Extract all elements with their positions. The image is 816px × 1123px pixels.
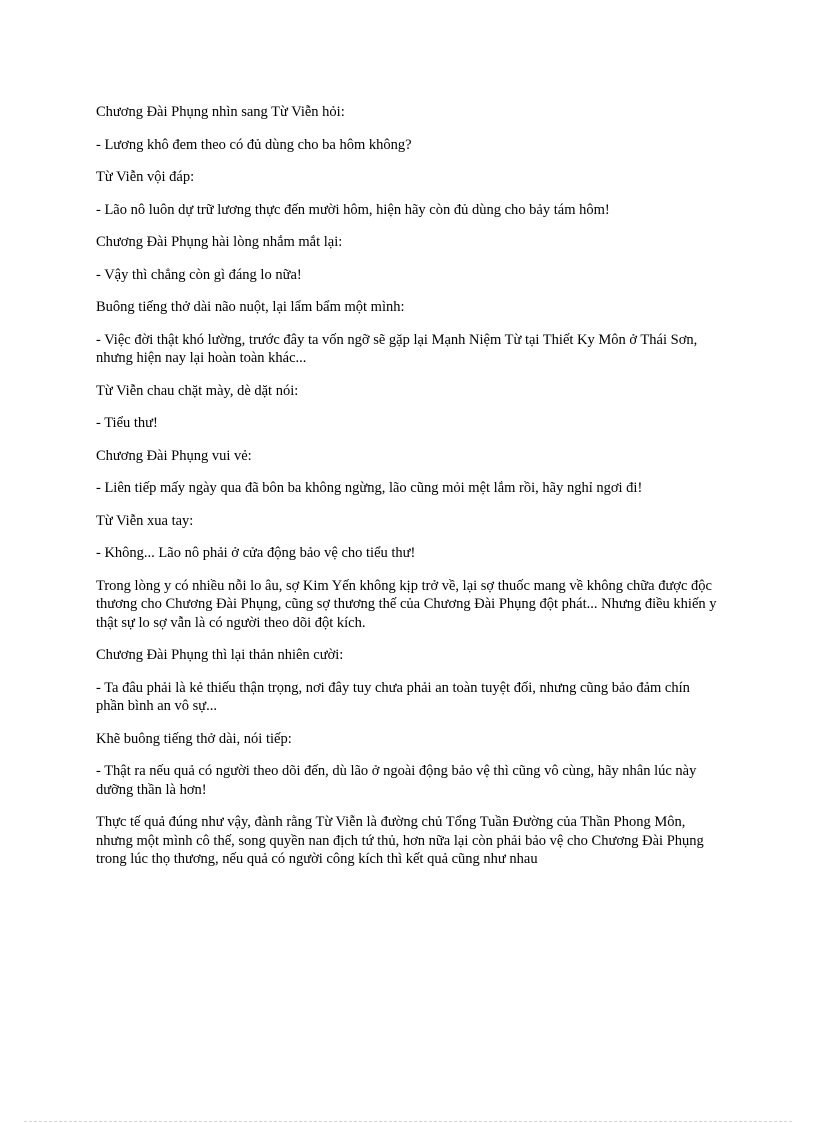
paragraph: Chương Đài Phụng thì lại thản nhiên cười:	[96, 647, 344, 663]
paragraph: Buông tiếng thở dài não nuột, lại lẩm bẩm một mình:	[96, 299, 405, 315]
paragraph: Chương Đài Phụng hài lòng nhắm mắt lại:	[96, 234, 343, 250]
document-body	[96, 103, 721, 883]
paragraph: - Ta đâu phải là kẻ thiếu thận trọng, nơi đây tuy chưa phải an toàn tuyệt đối, nhưng cũng bảo đảm chín phần bình an vô sự...	[96, 679, 690, 714]
paragraph: - Liên tiếp mấy ngày qua đã bôn ba không ngừng, lão cũng mỏi mệt lắm rồi, hãy nghỉ ngơi đi!	[96, 480, 643, 496]
paragraph: Khẽ buông tiếng thở dài, nói tiếp:	[96, 730, 292, 747]
paragraph: - Tiểu thư!	[96, 415, 158, 431]
paragraph: Trong lòng y có nhiều nỗi lo âu, sợ Kim Yến không kịp trở về, lại sợ thuốc mang về không chữa được độc thương cho Chương Đài Phụng, cũng sợ thương thế của Chương Đài Phụng đột phát... Nhưng điều khiến y thật sự lo sợ vẫn là có người theo dõi đột kích.	[96, 577, 717, 631]
paragraph: - Lương khô đem theo có đủ dùng cho ba hôm không?	[96, 136, 412, 153]
paragraph: - Không... Lão nô phải ở cửa động bảo vệ cho tiểu thư!	[96, 545, 416, 561]
page-bottom-divider	[24, 1121, 792, 1122]
paragraph: - Lão nô luôn dự trữ lương thực đến mười hôm, hiện hãy còn đủ dùng cho bảy tám hôm!	[96, 201, 610, 218]
paragraph: Chương Đài Phụng vui vẻ:	[96, 447, 252, 464]
paragraph: Từ Viễn xua tay:	[96, 512, 194, 529]
paragraph: - Vậy thì chẳng còn gì đáng lo nữa!	[96, 266, 302, 283]
paragraph: Từ Viễn vội đáp:	[96, 169, 195, 185]
paragraph: - Việc đời thật khó lường, trước đây ta vốn ngỡ sẽ gặp lại Mạnh Niệm Từ tại Thiết Ky Môn ở Thái Sơn, nhưng hiện nay lại hoàn toàn khác...	[96, 331, 698, 366]
paragraph: Thực tế quả đúng như vậy, đành rằng Từ Viễn là đường chủ Tổng Tuần Đường của Thần Phong Môn, nhưng một mình cô thế, song quyền nan địch tứ thủ, hơn nữa lại còn phải bảo vệ cho Chương Đài Phụng trong lúc thọ thương, nếu quả có người công kích thì kết quả cũng như nhau	[96, 814, 704, 867]
paragraph: Từ Viễn chau chặt mày, dè dặt nói:	[96, 382, 299, 399]
paragraph: Chương Đài Phụng nhìn sang Từ Viễn hỏi:	[96, 104, 345, 120]
paragraph: - Thật ra nếu quả có người theo dõi đến, dù lão ở ngoài động bảo vệ thì cũng vô cùng, hãy nhân lúc này dưỡng thần là hơn!	[96, 763, 697, 798]
